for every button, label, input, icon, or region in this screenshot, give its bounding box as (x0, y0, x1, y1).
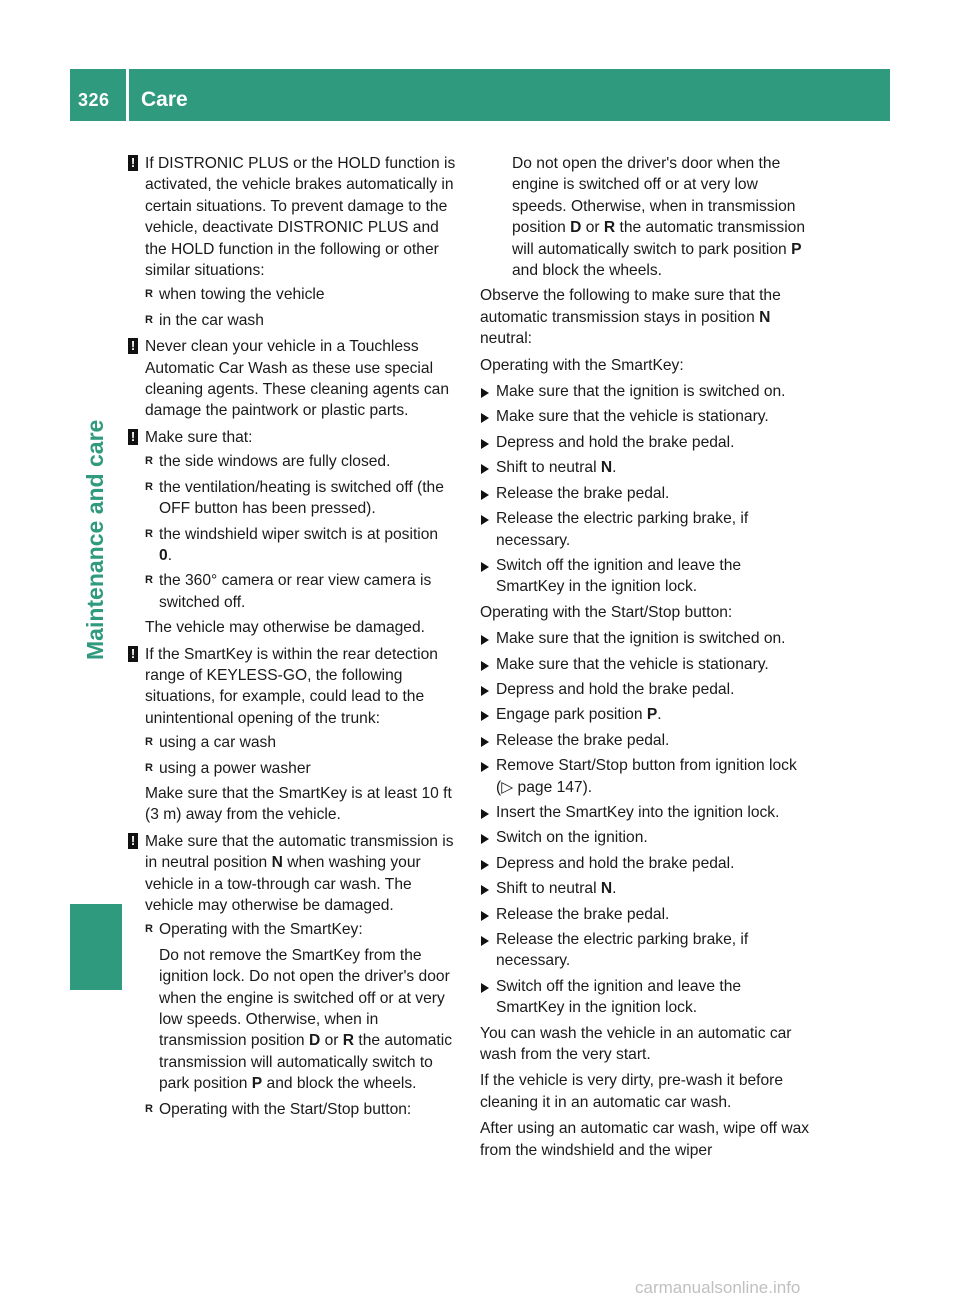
list-item: R the ventilation/heating is switched off (the OFF button has been pressed). (145, 477, 461, 520)
warning-block (128, 427, 461, 639)
text-part: when washing your vehicle in a tow-through car wash. The vehicle may otherwise be damaged. (145, 854, 421, 914)
watermark: carmanualsonline.info (635, 1278, 801, 1297)
position-value: R (342, 1032, 355, 1050)
smartkey-heading: Operating with the SmartKey: (480, 356, 684, 374)
bullet-list (145, 284, 461, 331)
warning-block (128, 336, 461, 422)
position-value: P (251, 1075, 263, 1093)
step-item: Release the brake pedal. (480, 904, 813, 925)
warning-icon: ! (128, 646, 138, 662)
continued-text (480, 153, 813, 281)
list-item: R using a car wash (145, 732, 461, 753)
warning-icon: ! (128, 155, 138, 171)
list-item: R the 360° camera or rear view camera is switched off. (145, 570, 461, 613)
position-value: N (600, 880, 613, 898)
position-value: R (603, 219, 616, 237)
position-value: 0 (159, 546, 168, 564)
warning-icon: ! (128, 833, 138, 849)
text-part: Make sure that the automatic transmission is in neutral position (145, 832, 454, 872)
position-value: P (791, 240, 802, 258)
text-part: Do not open the driver's door when the engine is switched off or at very low speeds. Otherwise, when in transmission position (512, 155, 796, 237)
step-item: Release the electric parking brake, if necessary. (480, 508, 813, 551)
step-text: Remove Start/Stop button from ignition lock ( (496, 757, 797, 796)
position-value: N (759, 308, 771, 326)
right-column (480, 153, 813, 1166)
text-part: and block the wheels. (512, 262, 662, 280)
text-part: the automatic transmission will automatically switch to park position (512, 219, 806, 258)
startstop-steps (480, 628, 813, 1019)
position-value: N (271, 854, 283, 872)
warning-text: If DISTRONIC PLUS or the HOLD function is activated, the vehicle brakes automatically in certain situations. To prevent damage to the vehicle, deactivate DISTRONIC PLUS and the HOLD function in the following or other similar situations: (145, 155, 456, 280)
step-item: Release the brake pedal. (480, 730, 813, 751)
text-part: and block the wheels. (266, 1075, 417, 1093)
step-text: Shift to neutral (496, 459, 597, 477)
step-item: Release the brake pedal. (480, 483, 813, 504)
step-item (480, 755, 813, 798)
warning-text: Make sure that: (145, 428, 253, 446)
warning-icon: ! (128, 429, 138, 445)
header-divider (126, 69, 129, 121)
step-item: Switch on the ignition. (480, 827, 813, 848)
list-item (145, 919, 461, 1094)
left-column (128, 153, 461, 1125)
step-item: Make sure that the vehicle is stationary. (480, 654, 813, 675)
step-item: Insert the SmartKey into the ignition lock. (480, 802, 813, 823)
bullet-list (145, 451, 461, 613)
step-item: Make sure that the vehicle is stationary. (480, 406, 813, 427)
step-text: Shift to neutral (496, 880, 597, 898)
warning-block (128, 831, 461, 1120)
list-item: R in the car wash (145, 310, 461, 331)
page-ref-arrow-icon: ▷ (501, 778, 514, 796)
step-text: Engage park position (496, 706, 643, 724)
closing-paragraph: If the vehicle is very dirty, pre-wash it before cleaning it in an automatic car wash. (480, 1072, 784, 1111)
text-part: neutral: (480, 330, 533, 348)
text-part: or (324, 1032, 339, 1050)
step-item: Depress and hold the brake pedal. (480, 679, 813, 700)
text-part: Observe the following to make sure that the automatic transmission stays in position (480, 287, 781, 326)
startstop-heading: Operating with the Start/Stop button: (480, 603, 733, 621)
step-item: Shift to neutral N. (480, 457, 813, 478)
step-item: Depress and hold the brake pedal. (480, 432, 813, 453)
smartkey-steps (480, 381, 813, 598)
warning-icon: ! (128, 338, 138, 354)
list-item: R using a power washer (145, 758, 461, 779)
text-part: the automatic transmission will automatically switch to park position (159, 1032, 453, 1093)
list-item: R Operating with the Start/Stop button: (145, 1099, 461, 1120)
bullet-list (145, 919, 461, 1120)
list-item: R the side windows are fully closed. (145, 451, 461, 472)
page-number: 326 (78, 90, 110, 110)
text-part: Do not remove the SmartKey from the ignition lock. Do not open the driver's door when the engine is switched off or at very low speeds. Otherwise, when in transmission position (159, 946, 450, 1050)
section-title: Care (141, 88, 188, 111)
list-item-text: Operating with the SmartKey: (159, 921, 363, 939)
note-text: Make sure that the SmartKey is at least 10 ft (3 m) away from the vehicle. (145, 784, 452, 824)
list-item-text: the windshield wiper switch is at position (159, 525, 439, 543)
position-value: D (308, 1032, 321, 1050)
list-item-detail (159, 945, 461, 1095)
warning-text: Never clean your vehicle in a Touchless Automatic Car Wash as these use special cleaning agents. These cleaning agents can damage the paintwork or plastic parts. (145, 338, 450, 420)
step-item: Depress and hold the brake pedal. (480, 853, 813, 874)
warning-text: If the SmartKey is within the rear detection range of KEYLESS-GO, the following situations, for example, could lead to the unintentional opening of the trunk: (145, 645, 438, 727)
step-item: Make sure that the ignition is switched on. (480, 628, 813, 649)
bullet-list (145, 732, 461, 779)
header-bar (70, 69, 890, 121)
note-text: The vehicle may otherwise be damaged. (145, 619, 425, 637)
position-value: D (570, 219, 582, 237)
step-item: Engage park position P. (480, 704, 813, 725)
observe-paragraph (480, 285, 813, 349)
position-value: N (600, 459, 613, 477)
step-item: Shift to neutral N. (480, 878, 813, 899)
side-tab-block (70, 904, 122, 990)
list-item: R when towing the vehicle (145, 284, 461, 305)
closing-paragraph: You can wash the vehicle in an automatic car wash from the very start. (480, 1024, 792, 1064)
step-item: Switch off the ignition and leave the SmartKey in the ignition lock. (480, 976, 813, 1019)
step-item: Release the electric parking brake, if necessary. (480, 929, 813, 972)
list-item: R the windshield wiper switch is at position 0. (145, 524, 461, 567)
position-value: P (646, 706, 658, 724)
warning-block (128, 153, 461, 331)
step-item: Make sure that the ignition is switched on. (480, 381, 813, 402)
warning-text (145, 831, 461, 917)
text-part: or (585, 219, 600, 237)
closing-paragraph: After using an automatic car wash, wipe off wax from the windshield and the wiper (480, 1120, 810, 1159)
page-reference-link[interactable]: page 147). (517, 778, 593, 796)
warning-block (128, 644, 461, 826)
step-item: Switch off the ignition and leave the SmartKey in the ignition lock. (480, 555, 813, 598)
